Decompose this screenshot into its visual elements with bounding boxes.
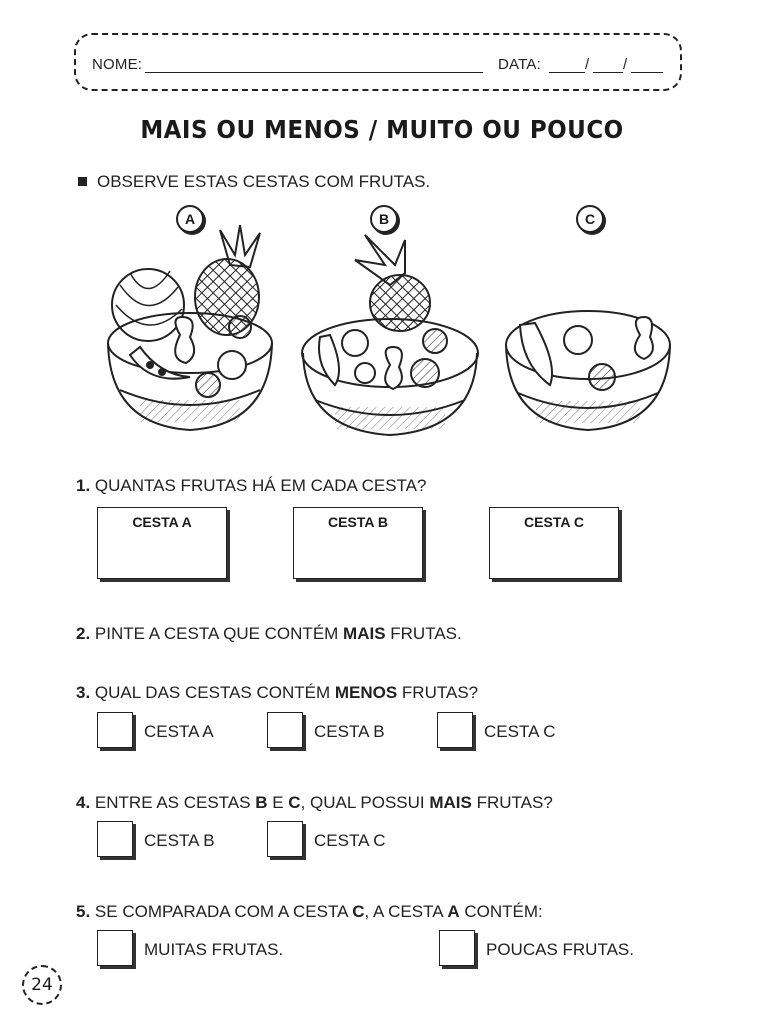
checkbox-q3-cesta-b[interactable] <box>267 712 303 748</box>
orange-icon <box>196 373 220 397</box>
page-title: MAIS OU MENOS / MUITO OU POUCO <box>140 115 624 144</box>
strawberry-icon <box>423 329 447 353</box>
instruction-text: OBSERVE ESTAS CESTAS COM FRUTAS. <box>97 172 431 191</box>
option-label: CESTA C <box>314 831 386 850</box>
orange-icon <box>589 364 615 390</box>
option-label: CESTA B <box>144 831 215 850</box>
name-field[interactable] <box>145 72 483 73</box>
question-1: 1. QUANTAS FRUTAS HÁ EM CADA CESTA? <box>76 476 427 495</box>
checkbox-q5-poucas[interactable] <box>439 930 475 966</box>
date-slash: / <box>623 56 628 73</box>
date-label: DATA: <box>498 56 541 73</box>
answer-box-cesta-a[interactable]: CESTA A <box>97 507 227 579</box>
bullet-icon <box>78 177 87 186</box>
option-label: CESTA B <box>314 722 385 741</box>
option-label: CESTA C <box>484 722 556 741</box>
pear-icon <box>175 317 194 363</box>
pineapple-icon <box>370 275 430 331</box>
baskets-illustration <box>100 225 680 440</box>
answer-box-cesta-c[interactable]: CESTA C <box>489 507 619 579</box>
header-box <box>74 33 682 91</box>
basket-a <box>108 225 272 430</box>
checkbox-q4-cesta-c[interactable] <box>267 821 303 857</box>
question-2: 2. PINTE A CESTA QUE CONTÉM MAIS FRUTAS. <box>76 624 462 643</box>
basket-label-b: B <box>370 205 398 233</box>
option-label: POUCAS FRUTAS. <box>486 940 634 959</box>
page-number: 24 <box>22 965 62 1005</box>
strawberry-icon <box>229 316 251 338</box>
basket-b <box>302 235 478 435</box>
date-day-field[interactable] <box>549 72 585 73</box>
basket-label-c: C <box>576 205 604 233</box>
banana-icon <box>319 335 339 385</box>
apple-icon <box>564 326 592 354</box>
date-slash: / <box>585 56 590 73</box>
name-label: NOME: <box>92 56 143 73</box>
banana-icon <box>520 323 552 385</box>
apple-icon <box>342 330 368 356</box>
pear-icon <box>635 317 653 359</box>
pear-icon <box>385 347 402 389</box>
answer-box-cesta-b[interactable]: CESTA B <box>293 507 423 579</box>
date-month-field[interactable] <box>593 72 623 73</box>
checkbox-q3-cesta-a[interactable] <box>97 712 133 748</box>
basket-c <box>506 311 670 430</box>
date-year-field[interactable] <box>631 72 663 73</box>
checkbox-q4-cesta-b[interactable] <box>97 821 133 857</box>
option-label: CESTA A <box>144 722 214 741</box>
basket-label-a: A <box>176 205 204 233</box>
apple-icon <box>218 351 246 379</box>
orange-icon <box>411 359 439 387</box>
checkbox-q3-cesta-c[interactable] <box>437 712 473 748</box>
checkbox-q5-muitas[interactable] <box>97 930 133 966</box>
question-5: 5. SE COMPARADA COM A CESTA C, A CESTA A CONTÉM: <box>76 902 543 921</box>
question-3: 3. QUAL DAS CESTAS CONTÉM MENOS FRUTAS? <box>76 683 479 702</box>
option-label: MUITAS FRUTAS. <box>144 940 284 959</box>
question-4: 4. ENTRE AS CESTAS B E C, QUAL POSSUI MAIS FRUTAS? <box>76 793 553 812</box>
